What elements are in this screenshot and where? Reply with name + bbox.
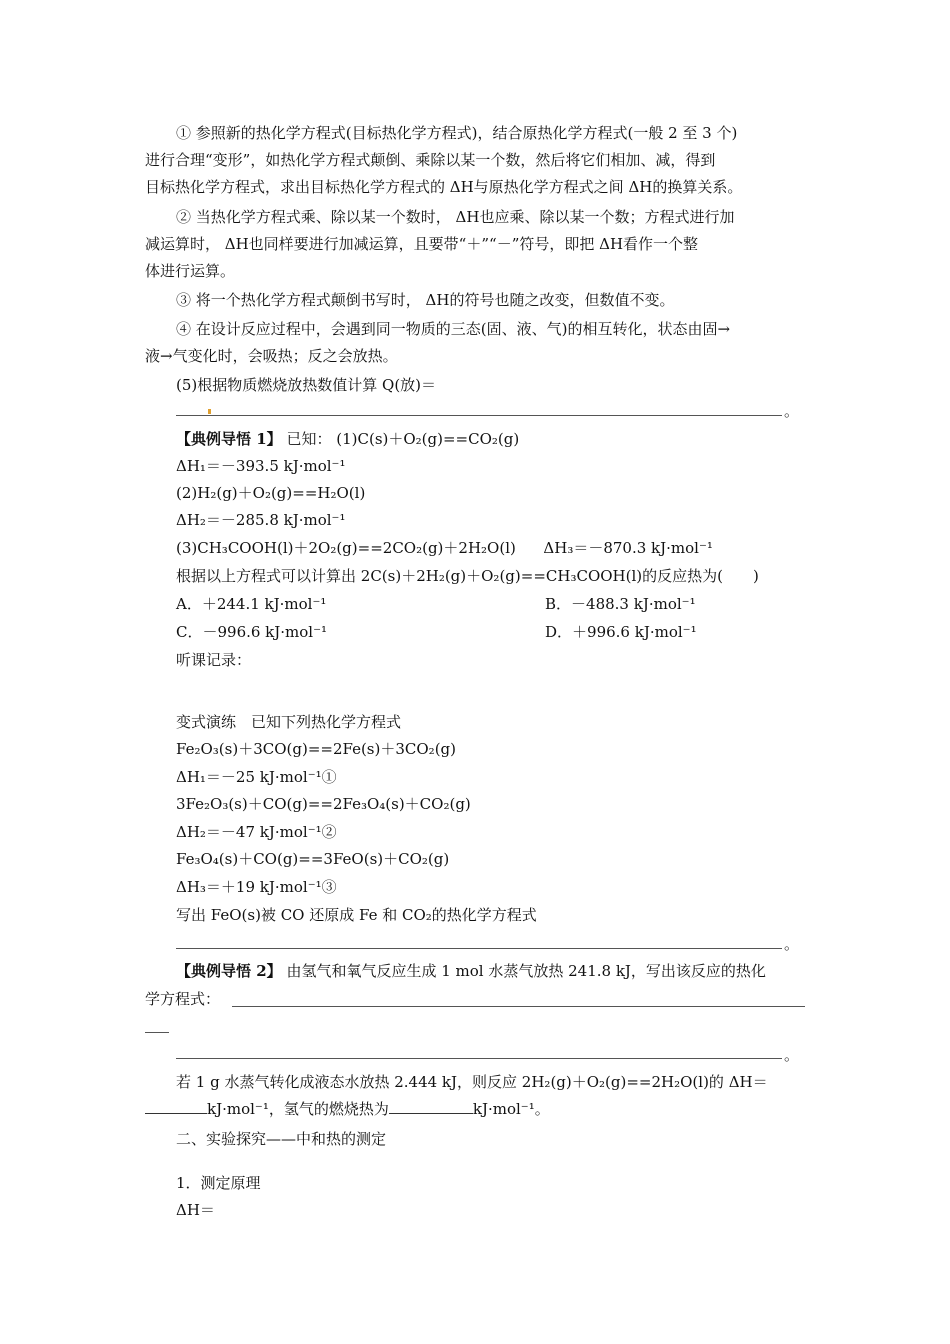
example1-eq3: (3)CH₃COOH(l)＋2O₂(g)==2CO₂(g)＋2H₂O(l)	[176, 539, 516, 557]
notes-label: 听课记录：	[176, 651, 252, 669]
para2-line3: 体进行运算。	[145, 262, 236, 280]
example2-tag: 【典例导悟 2】	[176, 962, 282, 980]
para2-line1: ② 当热化学方程式乘、除以某一个数时， ΔH也应乘、除以某一个数；方程式进行加	[176, 208, 735, 226]
dh-formula: ΔH＝	[176, 1201, 215, 1219]
item5-period: 。	[784, 402, 800, 420]
example1-dh1: ΔH₁＝－393.5 kJ·mol⁻¹	[176, 457, 346, 475]
para2-line2: 减运算时， ΔH也同样要进行加减运算，且要带“＋”“－”符号，即把 ΔH看作一个整	[145, 235, 699, 253]
example1-intro: 已知：	[286, 430, 332, 448]
para3: ③ 将一个热化学方程式颠倒书写时， ΔH的符号也随之改变，但数值不变。	[176, 291, 675, 309]
variant-dh3: ΔH₃＝＋19 kJ·mol⁻¹③	[176, 878, 337, 896]
example2-line3: 若 1 g 水蒸气转化成液态水放热 2.444 kJ，则反应 2H₂(g)＋O₂(g)==2H₂O(l)的 ΔH＝	[176, 1073, 768, 1091]
section2-heading: 二、实验探究——中和热的测定	[176, 1130, 387, 1148]
para1-line3: 目标热化学方程式，求出目标热化学方程式的 ΔH与原热化学方程式之间 ΔH的换算关系。	[145, 178, 743, 196]
variant-period: 。	[784, 935, 800, 953]
example2-line4	[145, 1099, 550, 1119]
example2-line2: 学方程式：	[145, 990, 221, 1008]
para4-line2: 液→气变化时，会吸热；反之会放热。	[145, 347, 398, 365]
example1-eq1: (1)C(s)＋O₂(g)==CO₂(g)	[336, 430, 520, 448]
variant-question: 写出 FeO(s)被 CO 还原成 Fe 和 CO₂的热化学方程式	[176, 906, 537, 924]
variant-answer-line	[176, 948, 782, 949]
example2-answer-line3	[176, 1058, 782, 1059]
example2-answer-line1	[232, 1006, 805, 1007]
option-c: C．－996.6 kJ·mol⁻¹	[176, 623, 328, 641]
variant-eq3: Fe₃O₄(s)＋CO(g)==3FeO(s)＋CO₂(g)	[176, 850, 450, 868]
dh-blank[interactable]	[145, 1099, 207, 1114]
item5-answer-line	[176, 415, 782, 416]
example2-line4a: kJ·mol⁻¹，氢气的燃烧热为	[207, 1100, 389, 1118]
item5-text: (5)根据物质燃烧放热数值计算 Q(放)＝	[176, 376, 437, 394]
variant-title: 变式演练 已知下列热化学方程式	[176, 713, 402, 731]
example1-dh2: ΔH₂＝－285.8 kJ·mol⁻¹	[176, 511, 346, 529]
para4-line1: ④ 在设计反应过程中，会遇到同一物质的三态(固、液、气)的相互转化，状态由固→	[176, 320, 731, 338]
cursor-mark	[208, 409, 211, 414]
example1-header	[176, 429, 519, 449]
example1-eq2: (2)H₂(g)＋O₂(g)==H₂O(l)	[176, 484, 366, 502]
variant-eq2: 3Fe₂O₃(s)＋CO(g)==2Fe₃O₄(s)＋CO₂(g)	[176, 795, 471, 813]
variant-eq1: Fe₂O₃(s)＋3CO(g)==2Fe(s)＋3CO₂(g)	[176, 740, 456, 758]
example2-line1-wrap	[176, 961, 766, 981]
para1-line1: ① 参照新的热化学方程式(目标热化学方程式)，结合原热化学方程式(一般 2 至 3 个)	[176, 124, 738, 142]
example2-answer-line2	[145, 1032, 169, 1033]
variant-dh1: ΔH₁＝－25 kJ·mol⁻¹①	[176, 768, 337, 786]
example1-eq3-line	[176, 538, 713, 558]
example2-period: 。	[784, 1046, 800, 1064]
example2-line1: 由氢气和氧气反应生成 1 mol 水蒸气放热 241.8 kJ，写出该反应的热化	[286, 962, 766, 980]
combustion-heat-blank[interactable]	[389, 1099, 473, 1114]
option-d: D．＋996.6 kJ·mol⁻¹	[545, 623, 697, 641]
sub1-heading: 1．测定原理	[176, 1174, 261, 1192]
example1-question: 根据以上方程式可以计算出 2C(s)＋2H₂(g)＋O₂(g)==CH₃COOH(l)的反应热为( )	[176, 567, 759, 585]
example1-tag: 【典例导悟 1】	[176, 430, 282, 448]
option-b: B．－488.3 kJ·mol⁻¹	[545, 595, 696, 613]
para1-line2: 进行合理“变形”，如热化学方程式颠倒、乘除以某一个数，然后将它们相加、减，得到	[145, 151, 716, 169]
example2-line4b: kJ·mol⁻¹。	[472, 1100, 550, 1118]
option-a: A．＋244.1 kJ·mol⁻¹	[176, 595, 327, 613]
example1-dh3: ΔH₃＝－870.3 kJ·mol⁻¹	[543, 539, 713, 557]
variant-dh2: ΔH₂＝－47 kJ·mol⁻¹②	[176, 823, 337, 841]
